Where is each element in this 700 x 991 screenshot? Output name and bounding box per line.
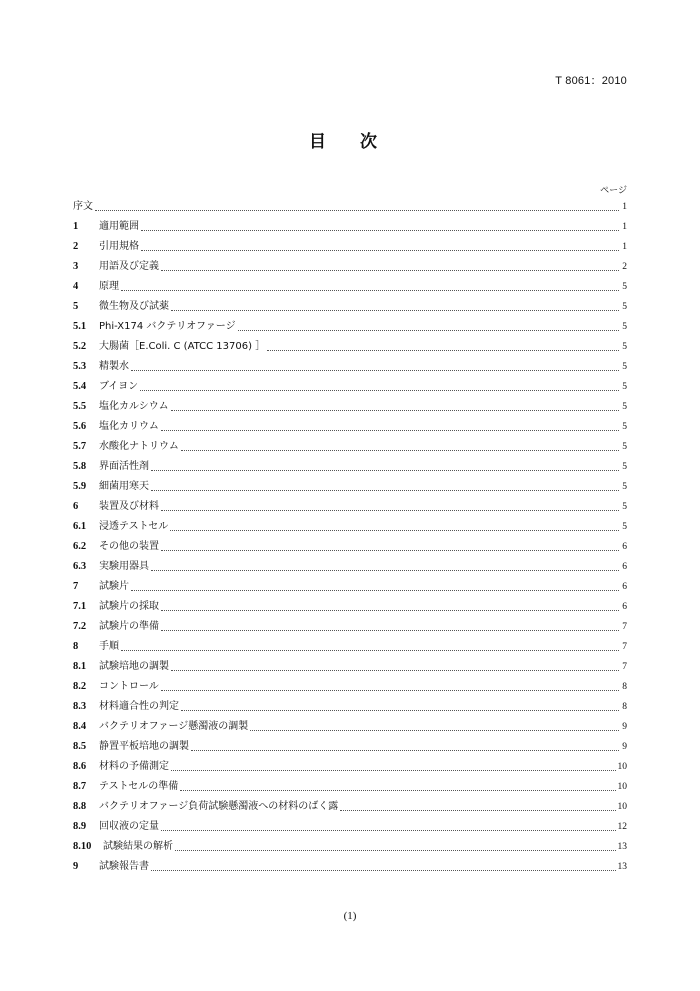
toc-entry <box>73 637 627 657</box>
toc-entry-label: 試験培地の調製 <box>99 661 169 672</box>
toc-leader-dots <box>181 450 619 451</box>
toc-entry-number: 8.1 <box>73 661 87 672</box>
toc-entry-label: バクテリオファージ負荷試験懸濁液への材料のばく露 <box>99 801 339 812</box>
toc-entry-number: 5.7 <box>73 441 87 452</box>
table-of-contents <box>73 197 627 877</box>
standard-number: T 8061：2010 <box>555 75 627 87</box>
toc-entry-number: 5.5 <box>73 401 87 412</box>
toc-entry-number: 1 <box>73 221 79 232</box>
toc-entry-number: 3 <box>73 261 79 272</box>
toc-entry <box>73 717 627 737</box>
toc-entry-label: 序文 <box>73 201 93 212</box>
toc-entry-page: 1 <box>622 222 627 232</box>
toc-entry-label: Phi-X174 バクテリオファージ <box>99 321 236 332</box>
toc-entry <box>73 737 627 757</box>
toc-entry <box>73 217 627 237</box>
toc-leader-dots <box>151 870 616 871</box>
toc-entry-number: 5.4 <box>73 381 87 392</box>
toc-entry-number: 6.2 <box>73 541 87 552</box>
toc-entry-number: 7.1 <box>73 601 87 612</box>
toc-entry-page: 5 <box>622 462 627 472</box>
toc-entry-page: 10 <box>617 762 627 772</box>
page-column-label: ページ <box>600 186 627 196</box>
toc-entry-page: 5 <box>622 502 627 512</box>
toc-entry-page: 13 <box>617 842 627 852</box>
toc-entry-page: 10 <box>617 802 627 812</box>
toc-entry <box>73 317 627 337</box>
toc-entry <box>73 417 627 437</box>
toc-entry-page: 2 <box>622 262 627 272</box>
toc-entry <box>73 657 627 677</box>
toc-entry-page: 1 <box>622 202 627 212</box>
toc-entry <box>73 697 627 717</box>
toc-entry <box>73 857 627 877</box>
toc-entry-label: 材料の予備測定 <box>99 761 169 772</box>
toc-entry <box>73 677 627 697</box>
toc-entry-page: 10 <box>617 782 627 792</box>
toc-leader-dots <box>141 230 619 231</box>
toc-leader-dots <box>151 570 619 571</box>
toc-entry-label: バクテリオファージ懸濁液の調製 <box>99 721 249 732</box>
toc-entry-label: 界面活性剤 <box>99 461 149 472</box>
toc-entry <box>73 237 627 257</box>
toc-entry-number: 8.9 <box>73 821 87 832</box>
toc-entry-label: 原理 <box>99 281 119 292</box>
toc-entry-label: 用語及び定義 <box>99 261 159 272</box>
toc-entry-label: 材料適合性の判定 <box>99 701 179 712</box>
page-title: 目 次 <box>309 132 391 152</box>
toc-leader-dots <box>95 210 619 211</box>
toc-entry <box>73 257 627 277</box>
toc-leader-dots <box>340 810 615 811</box>
toc-entry <box>73 777 627 797</box>
toc-entry-page: 6 <box>622 562 627 572</box>
toc-entry-label: 適用範囲 <box>99 221 139 232</box>
toc-entry <box>73 297 627 317</box>
toc-entry-page: 12 <box>617 822 627 832</box>
toc-entry-label: 試験片の採取 <box>99 601 159 612</box>
toc-leader-dots <box>171 770 616 771</box>
toc-entry-label: 微生物及び試薬 <box>99 301 169 312</box>
toc-entry-number: 6 <box>73 501 79 512</box>
toc-leader-dots <box>151 470 619 471</box>
toc-entry-number: 5.9 <box>73 481 87 492</box>
toc-entry-page: 7 <box>622 662 627 672</box>
toc-entry <box>73 537 627 557</box>
toc-leader-dots <box>170 530 619 531</box>
toc-entry-page: 5 <box>622 522 627 532</box>
toc-entry <box>73 197 627 217</box>
toc-leader-dots <box>161 550 619 551</box>
toc-entry-page: 6 <box>622 602 627 612</box>
toc-entry-number: 8.4 <box>73 721 87 732</box>
toc-entry-label: 装置及び材料 <box>99 501 159 512</box>
toc-leader-dots <box>238 330 619 331</box>
toc-entry-number: 8.3 <box>73 701 87 712</box>
toc-entry-number: 6.1 <box>73 521 87 532</box>
toc-entry <box>73 457 627 477</box>
toc-leader-dots <box>121 290 619 291</box>
toc-leader-dots <box>191 750 619 751</box>
toc-leader-dots <box>171 310 619 311</box>
toc-leader-dots <box>175 850 616 851</box>
toc-leader-dots <box>161 830 616 831</box>
toc-entry-number: 5.8 <box>73 461 87 472</box>
toc-entry <box>73 577 627 597</box>
toc-leader-dots <box>181 710 619 711</box>
toc-entry <box>73 377 627 397</box>
toc-entry-number: 7.2 <box>73 621 87 632</box>
toc-leader-dots <box>250 730 619 731</box>
toc-entry-page: 6 <box>622 582 627 592</box>
toc-entry-number: 8.10 <box>73 841 92 852</box>
toc-entry-number: 5.6 <box>73 421 87 432</box>
toc-entry-number: 8.8 <box>73 801 87 812</box>
toc-entry-page: 5 <box>622 282 627 292</box>
toc-entry-label: 大腸菌［E.Coli. C (ATCC 13706) ］ <box>99 341 266 352</box>
toc-entry-number: 8.5 <box>73 741 87 752</box>
toc-entry <box>73 797 627 817</box>
toc-leader-dots <box>161 430 619 431</box>
toc-entry-number: 4 <box>73 281 79 292</box>
toc-entry-label: ブイヨン <box>99 381 139 392</box>
toc-entry <box>73 597 627 617</box>
toc-leader-dots <box>140 390 619 391</box>
toc-entry-label: 回収液の定量 <box>99 821 159 832</box>
toc-entry-label: 実験用器具 <box>99 561 149 572</box>
toc-entry-page: 8 <box>622 702 627 712</box>
toc-entry-page: 13 <box>617 862 627 872</box>
toc-entry-number: 8.2 <box>73 681 87 692</box>
toc-entry-label: 静置平板培地の調製 <box>99 741 189 752</box>
toc-entry-label: 試験結果の解析 <box>103 841 173 852</box>
toc-entry <box>73 277 627 297</box>
toc-entry <box>73 757 627 777</box>
toc-leader-dots <box>161 690 619 691</box>
toc-entry-number: 5.1 <box>73 321 87 332</box>
toc-entry <box>73 517 627 537</box>
toc-entry-page: 7 <box>622 622 627 632</box>
toc-entry-label: 試験報告書 <box>99 861 149 872</box>
toc-entry-label: コントロール <box>99 681 159 692</box>
toc-entry-number: 5.3 <box>73 361 87 372</box>
toc-entry-page: 5 <box>622 362 627 372</box>
toc-entry-page: 5 <box>622 382 627 392</box>
toc-leader-dots <box>161 610 619 611</box>
toc-entry <box>73 837 627 857</box>
toc-entry <box>73 397 627 417</box>
toc-entry-label: 精製水 <box>99 361 129 372</box>
toc-entry-label: 試験片の準備 <box>99 621 159 632</box>
toc-entry-page: 5 <box>622 442 627 452</box>
toc-entry-number: 6.3 <box>73 561 87 572</box>
toc-entry <box>73 817 627 837</box>
toc-leader-dots <box>161 510 619 511</box>
toc-leader-dots <box>161 630 619 631</box>
toc-entry-number: 8 <box>73 641 79 652</box>
toc-entry-number: 2 <box>73 241 79 252</box>
toc-entry-label: 浸透テストセル <box>99 521 169 532</box>
toc-leader-dots <box>171 670 619 671</box>
toc-entry <box>73 337 627 357</box>
toc-entry-page: 7 <box>622 642 627 652</box>
toc-entry-label: 細菌用寒天 <box>99 481 149 492</box>
toc-entry-label: その他の装置 <box>99 541 159 552</box>
toc-entry-page: 5 <box>622 482 627 492</box>
toc-entry-page: 5 <box>622 342 627 352</box>
toc-leader-dots <box>141 250 619 251</box>
toc-leader-dots <box>267 350 619 351</box>
toc-entry-page: 5 <box>622 422 627 432</box>
toc-entry-page: 6 <box>622 542 627 552</box>
toc-entry-label: 引用規格 <box>99 241 139 252</box>
toc-entry-page: 5 <box>622 402 627 412</box>
toc-leader-dots <box>131 590 619 591</box>
toc-entry-number: 8.7 <box>73 781 87 792</box>
footer-page-number: (1) <box>343 910 357 922</box>
toc-leader-dots <box>121 650 619 651</box>
toc-entry <box>73 437 627 457</box>
toc-entry-number: 8.6 <box>73 761 87 772</box>
toc-entry-number: 5.2 <box>73 341 87 352</box>
toc-entry-label: テストセルの準備 <box>99 781 179 792</box>
toc-entry <box>73 477 627 497</box>
toc-leader-dots <box>161 270 619 271</box>
toc-entry-page: 5 <box>622 322 627 332</box>
toc-entry-number: 5 <box>73 301 79 312</box>
toc-entry-label: 手順 <box>99 641 119 652</box>
toc-leader-dots <box>171 410 619 411</box>
toc-entry-label: 水酸化ナトリウム <box>99 441 179 452</box>
toc-entry-page: 8 <box>622 682 627 692</box>
toc-entry <box>73 557 627 577</box>
toc-leader-dots <box>180 790 615 791</box>
toc-entry-number: 7 <box>73 581 79 592</box>
toc-entry-label: 塩化カルシウム <box>99 401 169 412</box>
toc-leader-dots <box>131 370 619 371</box>
toc-entry <box>73 617 627 637</box>
toc-entry-page: 1 <box>622 242 627 252</box>
toc-leader-dots <box>151 490 619 491</box>
toc-entry-number: 9 <box>73 861 79 872</box>
toc-entry-label: 試験片 <box>99 581 129 592</box>
toc-entry-label: 塩化カリウム <box>99 421 159 432</box>
toc-entry-page: 9 <box>622 742 627 752</box>
toc-entry-page: 9 <box>622 722 627 732</box>
toc-entry <box>73 357 627 377</box>
toc-entry <box>73 497 627 517</box>
toc-entry-page: 5 <box>622 302 627 312</box>
